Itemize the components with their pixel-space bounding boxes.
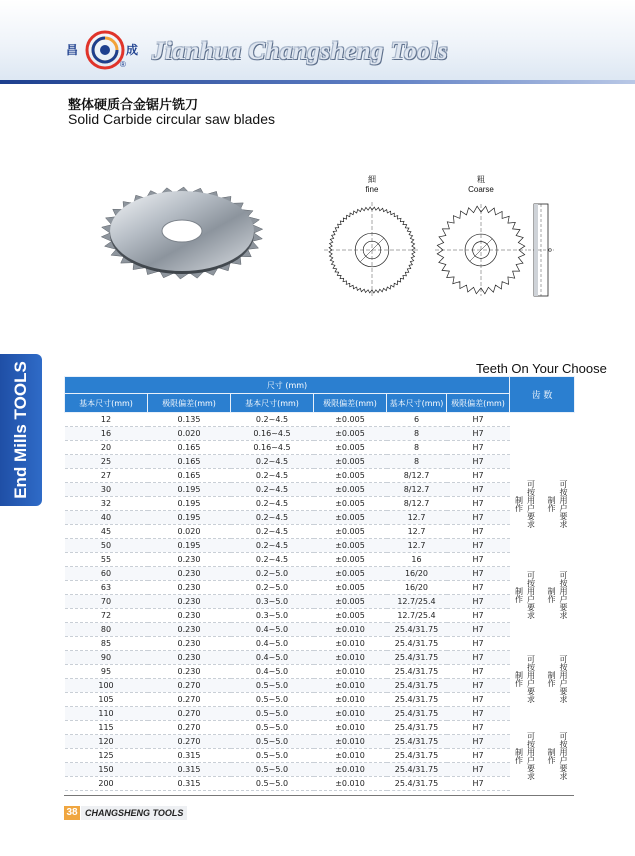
teeth-make-label: 制作 (547, 747, 556, 764)
table-cell: 0.5~5.0 (231, 693, 314, 707)
table-cell: ±0.005 (314, 553, 387, 567)
table-cell: 0.2~4.5 (231, 539, 314, 553)
teeth-empty-cell (510, 413, 541, 427)
table-cell: 40 (65, 511, 148, 525)
table-cell: H7 (447, 721, 510, 735)
table-cell: 0.230 (148, 623, 231, 637)
table-cell: 8/12.7 (387, 469, 447, 483)
table-row (65, 707, 575, 721)
table-cell: ±0.005 (314, 441, 387, 455)
table-cell: 0.4~5.0 (231, 651, 314, 665)
table-cell: ±0.010 (314, 665, 387, 679)
table-cell: 63 (65, 581, 148, 595)
teeth-custom-label: 可按用户要求 (559, 731, 568, 780)
table-cell: 12.7/25.4 (387, 595, 447, 609)
table-cell: H7 (447, 497, 510, 511)
coarse-label: Coarse (468, 185, 494, 194)
spec-table (64, 376, 575, 791)
table-cell: 0.165 (148, 469, 231, 483)
table-cell: H7 (447, 413, 510, 427)
table-row (65, 721, 575, 735)
table-cell: 16/20 (387, 567, 447, 581)
table-cell: 30 (65, 483, 148, 497)
table-cell: H7 (447, 469, 510, 483)
table-row (65, 735, 575, 749)
teeth-make-label: 制作 (547, 670, 556, 687)
table-row (65, 693, 575, 707)
side-category-tab (0, 354, 42, 506)
table-cell: 0.230 (148, 609, 231, 623)
table-cell: 25.4/31.75 (387, 665, 447, 679)
table-cell: 0.165 (148, 455, 231, 469)
table-cell: 12.7/25.4 (387, 609, 447, 623)
table-cell: 0.230 (148, 581, 231, 595)
table-cell: H7 (447, 637, 510, 651)
table-cell: ±0.005 (314, 595, 387, 609)
table-cell: 0.2~4.5 (231, 483, 314, 497)
table-cell: ±0.005 (314, 539, 387, 553)
table-cell: 110 (65, 707, 148, 721)
table-cell: 12.7 (387, 525, 447, 539)
teeth-make-label: 制作 (514, 670, 524, 687)
table-cell: 8 (387, 455, 447, 469)
saw-blade-photo (96, 182, 268, 290)
table-cell: 0.3~5.0 (231, 609, 314, 623)
brand-name: Jianhua Changsheng Tools (152, 38, 448, 65)
teeth-empty-cell (510, 441, 541, 455)
column-header: 极限偏差(mm) (447, 394, 510, 413)
table-row (65, 483, 575, 497)
table-cell: 0.165 (148, 441, 231, 455)
table-row (65, 413, 575, 427)
table-cell: H7 (447, 455, 510, 469)
table-cell: 0.230 (148, 553, 231, 567)
table-cell: H7 (447, 595, 510, 609)
table-row (65, 581, 575, 595)
table-cell: 0.5~5.0 (231, 777, 314, 791)
table-cell: H7 (447, 763, 510, 777)
table-cell: 50 (65, 539, 148, 553)
header-rule (0, 80, 635, 84)
table-cell: 25.4/31.75 (387, 749, 447, 763)
table-cell: ±0.005 (314, 609, 387, 623)
table-cell: 0.4~5.0 (231, 665, 314, 679)
table-cell: H7 (447, 427, 510, 441)
table-cell: 25.4/31.75 (387, 623, 447, 637)
table-cell: H7 (447, 539, 510, 553)
table-cell: 0.2~4.5 (231, 497, 314, 511)
side-tab-label: End Mills TOOLS (11, 361, 30, 499)
teeth-custom-label: 可按用户要求 (526, 731, 536, 780)
table-cell: 25.4/31.75 (387, 637, 447, 651)
teeth-empty-cell (510, 427, 541, 441)
table-cell: 12.7 (387, 539, 447, 553)
teeth-custom-label: 可按用户要求 (559, 570, 568, 619)
table-cell: 0.195 (148, 539, 231, 553)
table-cell: ±0.010 (314, 693, 387, 707)
table-cell: 25.4/31.75 (387, 707, 447, 721)
table-cell: 0.315 (148, 749, 231, 763)
table-cell: 80 (65, 623, 148, 637)
table-cell: 200 (65, 777, 148, 791)
teeth-custom-label: 可按用户要求 (559, 479, 568, 528)
table-cell: 0.195 (148, 483, 231, 497)
table-cell: 0.270 (148, 721, 231, 735)
teeth-custom-note (541, 553, 575, 637)
side-profile-icon (528, 204, 554, 296)
table-cell: 25.4/31.75 (387, 735, 447, 749)
table-row (65, 749, 575, 763)
table-cell: 72 (65, 609, 148, 623)
dimension-group-header: 尺寸 (mm) (65, 377, 510, 394)
table-cell: 85 (65, 637, 148, 651)
teeth-custom-label: 可按用户要求 (526, 479, 536, 528)
table-cell: 150 (65, 763, 148, 777)
coarse-label-cn: 粗 (477, 175, 485, 184)
table-cell: 0.5~5.0 (231, 749, 314, 763)
table-cell: 0.2~5.0 (231, 567, 314, 581)
coarse-tooth-disc-icon (435, 204, 527, 296)
table-cell: ±0.005 (314, 511, 387, 525)
table-cell: 0.270 (148, 735, 231, 749)
table-cell: 0.195 (148, 511, 231, 525)
table-cell: ±0.010 (314, 763, 387, 777)
table-cell: 8/12.7 (387, 483, 447, 497)
table-cell: 20 (65, 441, 148, 455)
table-row (65, 441, 575, 455)
table-cell: 0.5~5.0 (231, 763, 314, 777)
table-cell: 100 (65, 679, 148, 693)
table-cell: 0.5~5.0 (231, 721, 314, 735)
teeth-custom-note (510, 637, 541, 721)
table-cell: 8 (387, 441, 447, 455)
table-cell: 45 (65, 525, 148, 539)
table-cell: 0.270 (148, 679, 231, 693)
table-row (65, 455, 575, 469)
teeth-empty-cell (541, 413, 575, 427)
table-cell: 16 (387, 553, 447, 567)
table-cell: 0.195 (148, 497, 231, 511)
table-cell: 25 (65, 455, 148, 469)
table-cell: H7 (447, 679, 510, 693)
teeth-make-label: 制作 (514, 586, 524, 603)
table-cell: H7 (447, 483, 510, 497)
table-cell: 70 (65, 595, 148, 609)
teeth-custom-note (541, 637, 575, 721)
table-row (65, 651, 575, 665)
table-cell: ±0.010 (314, 637, 387, 651)
teeth-custom-note (510, 721, 541, 791)
teeth-make-label: 制作 (514, 747, 524, 764)
table-cell: H7 (447, 511, 510, 525)
table-cell: ±0.005 (314, 497, 387, 511)
table-cell: 0.270 (148, 707, 231, 721)
table-cell: H7 (447, 567, 510, 581)
table-cell: 0.020 (148, 427, 231, 441)
table-cell: 0.315 (148, 763, 231, 777)
teeth-empty-cell (541, 441, 575, 455)
table-row (65, 539, 575, 553)
table-row (65, 427, 575, 441)
table-cell: 0.5~5.0 (231, 735, 314, 749)
table-cell: 0.16~4.5 (231, 427, 314, 441)
column-header: 基本尺寸(mm) (65, 394, 148, 413)
column-header: 基本尺寸(mm) (387, 394, 447, 413)
company-logo (66, 26, 152, 72)
table-cell: H7 (447, 609, 510, 623)
table-cell: ±0.005 (314, 455, 387, 469)
teeth-custom-note (541, 721, 575, 791)
table-cell: 0.2~4.5 (231, 553, 314, 567)
teeth-empty-cell (541, 427, 575, 441)
table-cell: 6 (387, 413, 447, 427)
fine-label-cn: 細 (368, 175, 376, 184)
logo-char-right: 成 (126, 43, 139, 57)
table-cell: 0.135 (148, 413, 231, 427)
table-row (65, 665, 575, 679)
table-cell: 0.5~5.0 (231, 707, 314, 721)
fine-label: fine (365, 185, 379, 194)
table-cell: ±0.010 (314, 651, 387, 665)
table-cell: ±0.005 (314, 525, 387, 539)
table-cell: H7 (447, 525, 510, 539)
table-cell: H7 (447, 581, 510, 595)
table-cell: ±0.010 (314, 749, 387, 763)
table-cell: 0.230 (148, 651, 231, 665)
table-cell: 25.4/31.75 (387, 763, 447, 777)
table-cell: 25.4/31.75 (387, 651, 447, 665)
table-cell: ±0.010 (314, 623, 387, 637)
table-cell: 0.5~5.0 (231, 679, 314, 693)
table-cell: 0.4~5.0 (231, 623, 314, 637)
table-cell: 60 (65, 567, 148, 581)
table-cell: 0.230 (148, 595, 231, 609)
table-cell: ±0.005 (314, 469, 387, 483)
table-cell: 0.270 (148, 693, 231, 707)
table-row (65, 497, 575, 511)
table-cell: ±0.005 (314, 581, 387, 595)
table-cell: 0.2~4.5 (231, 413, 314, 427)
table-cell: 25.4/31.75 (387, 721, 447, 735)
table-cell: ±0.005 (314, 427, 387, 441)
table-cell: 125 (65, 749, 148, 763)
table-cell: 25.4/31.75 (387, 777, 447, 791)
table-row (65, 623, 575, 637)
table-cell: 0.315 (148, 777, 231, 791)
table-cell: H7 (447, 777, 510, 791)
column-header: 极限偏差(mm) (148, 394, 231, 413)
table-bottom-rule (64, 795, 574, 796)
table-cell: H7 (447, 707, 510, 721)
teeth-header: 齿 数 (510, 377, 575, 413)
table-row (65, 511, 575, 525)
column-header: 基本尺寸(mm) (231, 394, 314, 413)
table-cell: 0.230 (148, 637, 231, 651)
table-cell: 0.230 (148, 665, 231, 679)
table-row (65, 777, 575, 791)
table-row (65, 469, 575, 483)
registered-mark: ® (120, 60, 126, 69)
table-row (65, 609, 575, 623)
fine-tooth-disc-icon (324, 202, 420, 298)
column-header: 极限偏差(mm) (314, 394, 387, 413)
table-cell: ±0.005 (314, 413, 387, 427)
table-cell: 0.2~4.5 (231, 469, 314, 483)
table-cell: 32 (65, 497, 148, 511)
teeth-custom-label: 可按用户要求 (526, 654, 536, 703)
table-cell: H7 (447, 735, 510, 749)
table-row (65, 525, 575, 539)
logo-char-left: 昌 (66, 43, 79, 57)
table-row (65, 637, 575, 651)
table-cell: 0.3~5.0 (231, 595, 314, 609)
table-cell: 0.230 (148, 567, 231, 581)
table-cell: 120 (65, 735, 148, 749)
table-cell: 115 (65, 721, 148, 735)
table-cell: 0.2~4.5 (231, 525, 314, 539)
table-cell: 95 (65, 665, 148, 679)
table-cell: ±0.010 (314, 707, 387, 721)
title-chinese: 整体硬质合金锯片铣刀 (68, 98, 199, 113)
title-english: Solid Carbide circular saw blades (68, 111, 275, 127)
table-cell: H7 (447, 651, 510, 665)
table-row (65, 553, 575, 567)
table-cell: 8/12.7 (387, 497, 447, 511)
table-cell: 25.4/31.75 (387, 679, 447, 693)
table-cell: H7 (447, 693, 510, 707)
table-cell: ±0.010 (314, 735, 387, 749)
table-cell: ±0.005 (314, 483, 387, 497)
table-cell: 0.2~4.5 (231, 455, 314, 469)
table-cell: 0.16~4.5 (231, 441, 314, 455)
table-cell: 16 (65, 427, 148, 441)
table-cell: 55 (65, 553, 148, 567)
table-cell: 12 (65, 413, 148, 427)
table-cell: H7 (447, 623, 510, 637)
table-cell: H7 (447, 665, 510, 679)
table-cell: 25.4/31.75 (387, 693, 447, 707)
table-cell: H7 (447, 441, 510, 455)
table-cell: 105 (65, 693, 148, 707)
page-number: 38 (64, 806, 80, 820)
teeth-custom-note (510, 455, 541, 553)
table-cell: 0.020 (148, 525, 231, 539)
teeth-custom-note (541, 455, 575, 553)
table-cell: H7 (447, 553, 510, 567)
table-cell: 90 (65, 651, 148, 665)
table-cell: 0.2~5.0 (231, 581, 314, 595)
table-cell: ±0.010 (314, 721, 387, 735)
table-cell: ±0.005 (314, 567, 387, 581)
teeth-custom-note (510, 553, 541, 637)
table-cell: 0.4~5.0 (231, 637, 314, 651)
teeth-make-label: 制作 (547, 495, 556, 512)
table-cell: ±0.010 (314, 679, 387, 693)
table-cell: H7 (447, 749, 510, 763)
footer-brand: CHANGSHENG TOOLS (81, 806, 187, 820)
teeth-custom-label: 可按用户要求 (526, 570, 536, 619)
table-cell: 12.7 (387, 511, 447, 525)
table-row (65, 679, 575, 693)
table-cell: 27 (65, 469, 148, 483)
teeth-note: Teeth On Your Choose (476, 361, 607, 376)
table-cell: 0.2~4.5 (231, 511, 314, 525)
table-row (65, 567, 575, 581)
table-cell: ±0.010 (314, 777, 387, 791)
table-cell: 8 (387, 427, 447, 441)
table-row (65, 595, 575, 609)
teeth-make-label: 制作 (547, 586, 556, 603)
teeth-custom-label: 可按用户要求 (559, 654, 568, 703)
table-row (65, 763, 575, 777)
teeth-make-label: 制作 (514, 495, 524, 512)
saw-blade-drawings (318, 168, 558, 308)
table-cell: 16/20 (387, 581, 447, 595)
